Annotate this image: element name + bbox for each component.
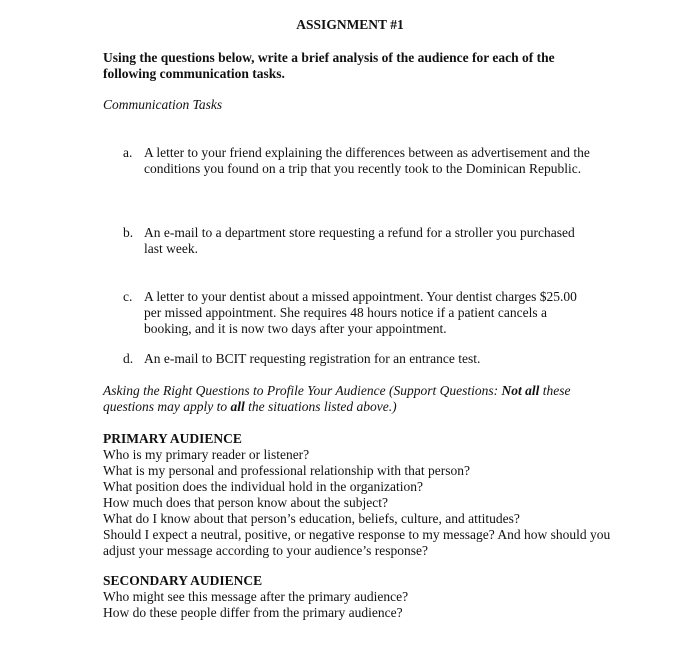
support-text-part3: the situations listed above.): [244, 399, 397, 414]
task-text: An e-mail to a department store requesting a refund for a stroller you purchased last week.: [144, 225, 575, 256]
support-text-part1: Asking the Right Questions to Profile Your Audience (Support Questions:: [103, 383, 502, 398]
primary-question: Should I expect a neutral, positive, or negative response to my message? And how should you adjust your message according to your audience’s response?: [103, 527, 611, 558]
task-marker: c.: [123, 289, 133, 304]
primary-question: What is my personal and professional relationship with that person?: [103, 463, 471, 478]
task-marker: b.: [123, 225, 134, 240]
task-text: A letter to your dentist about a missed appointment. Your dentist charges $25.00 per missed appointment. She requires 48 hours notice if a patient cancels a booking, and it is now two days after your appointment.: [144, 289, 577, 336]
primary-audience-section: [103, 431, 613, 559]
task-marker: a.: [123, 145, 133, 160]
support-questions-note: [103, 383, 603, 415]
task-text: A letter to your friend explaining the differences between as advertisement and the conditions you found on a trip that you recently took to the Dominican Republic.: [144, 145, 590, 176]
task-item-b: [123, 225, 593, 257]
primary-question: Who is my primary reader or listener?: [103, 447, 310, 462]
instructions: Using the questions below, write a brief analysis of the audience for each of the following communication tasks.: [103, 50, 555, 81]
task-text: An e-mail to BCIT requesting registration for an entrance test.: [144, 351, 481, 366]
task-item-d: [123, 351, 593, 367]
secondary-question: Who might see this message after the primary audience?: [103, 589, 409, 604]
assignment-title: ASSIGNMENT #1: [296, 17, 404, 32]
primary-question: How much does that person know about the subject?: [103, 495, 388, 510]
task-item-a: [123, 145, 593, 177]
support-text-part2: these questions may apply to: [103, 383, 571, 414]
communication-tasks-heading: Communication Tasks: [103, 97, 223, 112]
secondary-question: How do these people differ from the primary audience?: [103, 605, 403, 620]
support-emphasis-all: all: [230, 399, 245, 414]
primary-question: What position does the individual hold in the organization?: [103, 479, 423, 494]
primary-audience-heading: PRIMARY AUDIENCE: [103, 431, 242, 446]
primary-question: What do I know about that person’s education, beliefs, culture, and attitudes?: [103, 511, 520, 526]
secondary-audience-section: [103, 573, 613, 621]
support-emphasis-not-all: Not all: [501, 383, 540, 398]
secondary-audience-heading: SECONDARY AUDIENCE: [103, 573, 263, 588]
task-item-c: [123, 289, 593, 337]
task-marker: d.: [123, 351, 134, 366]
